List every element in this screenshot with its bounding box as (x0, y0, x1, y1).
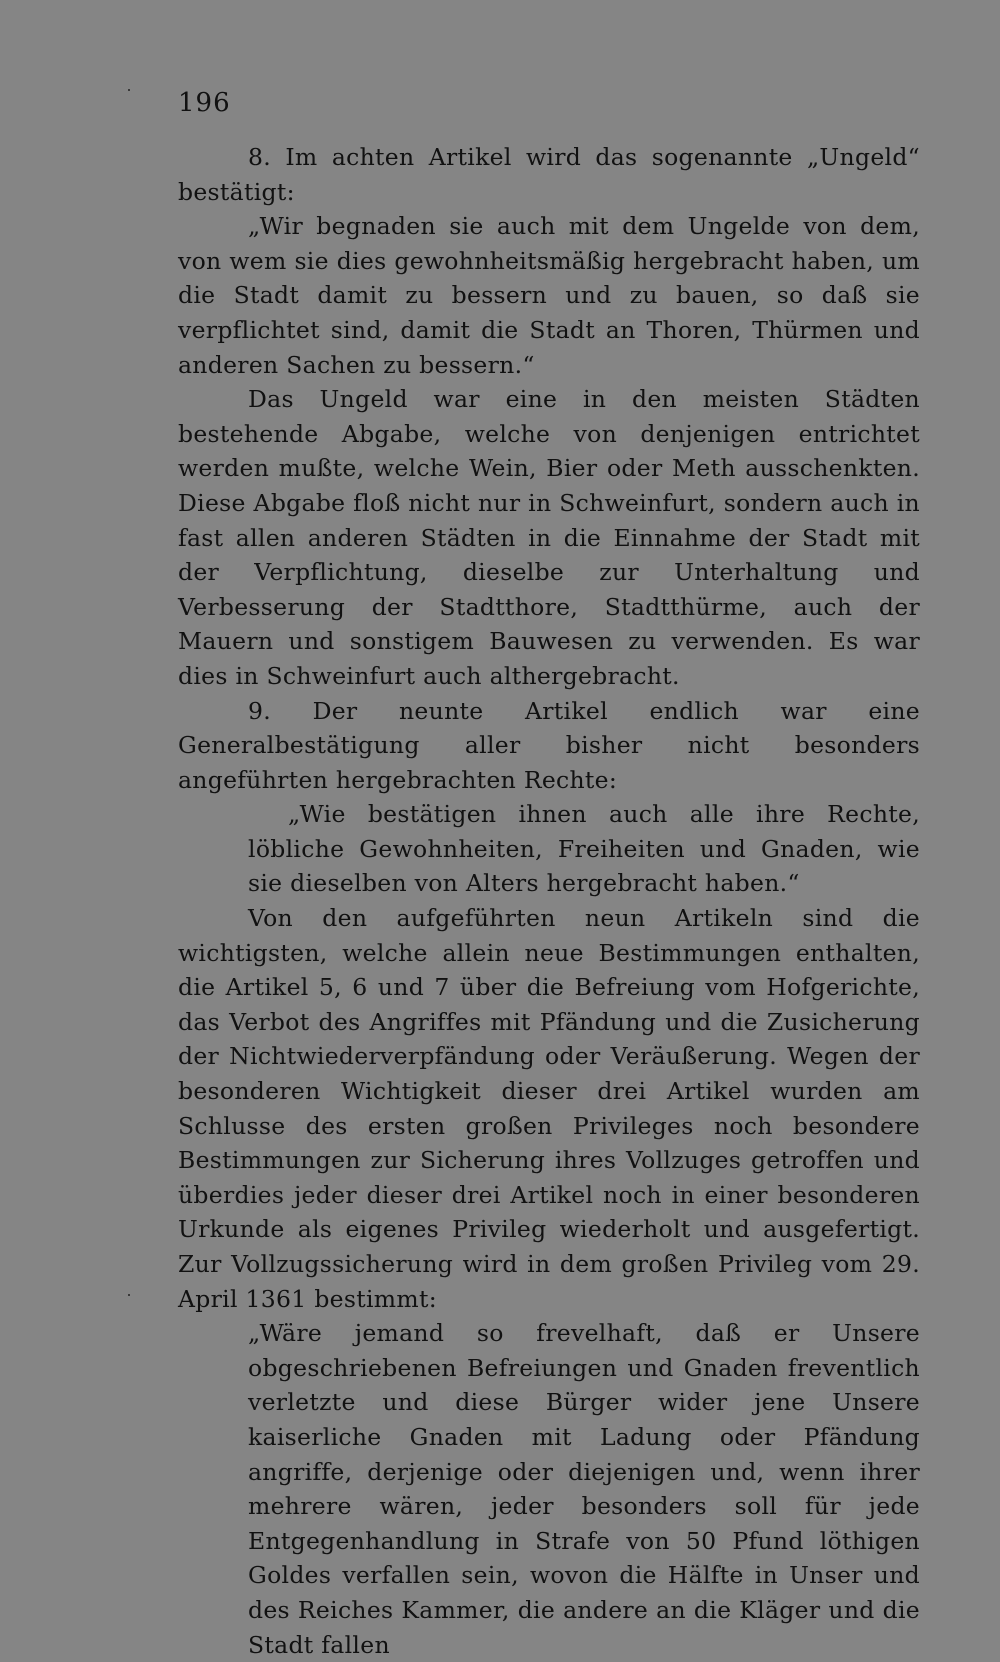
quote-penalty: „Wäre jemand so frevelhaft, daß er Unsere obgeschriebenen Befreiungen und Gnaden freventlich verletzte und diese Bürger wider jene Unsere kaiserliche Gnaden mit Ladung oder Pfändung angriffe, derjenige oder diejenigen und, wenn ihrer mehrere wären, jeder besonders soll für jede Entgegenhandlung in Strafe von 50 Pfund löthigen Goldes verfallen sein, wovon die Hälfte in Unser und des Reiches Kammer, die andere an die Kläger und die Stadt fallen (248, 1319, 920, 1659)
body-text (178, 140, 920, 1662)
quote-ungeld: „Wir begnaden sie auch mit dem Ungelde von dem, von wem sie dies gewohnheitsmäßig hergebracht haben, um die Stadt damit zu bessern und zu bauen, so daß sie verpflichtet sind, damit die Stadt an Thoren, Thürmen und anderen Sachen zu bessern.“ (178, 212, 920, 379)
paragraph-article-9: 9. Der neunte Artikel endlich war eine Generalbestätigung aller bisher nicht besonders angeführten hergebrachten Rechte: (178, 696, 920, 794)
scan-speck (128, 89, 130, 91)
paragraph-important-articles: Von den aufgeführten neun Artikeln sind die wichtigsten, welche allein neue Bestimmungen enthalten, die Artikel 5, 6 und 7 über die Befreiung vom Hofgerichte, das Verbot des Angriffes mit Pfändung und die Zusicherung der Nichtwiederverpfändung oder Veräußerung. Wegen der besonderen Wichtigkeit dieser drei Artikel wurden am Schlusse des ersten großen Privileges noch besondere Bestimmungen zur Sicherung ihres Vollzuges getroffen und überdies jeder dieser drei Artikel noch in einer besonderen Urkunde als eigenes Privileg wiederholt und ausgefertigt. Zur Vollzugssicherung wird in dem großen Privileg vom 29. April 1361 bestimmt: (178, 904, 920, 1313)
page-number: 196 (178, 88, 231, 118)
scan-speck (128, 1294, 130, 1296)
paragraph-article-8: 8. Im achten Artikel wird das sogenannte „Ungeld“ bestätigt: (178, 143, 920, 206)
quote-general-confirmation: „Wie bestätigen ihnen auch alle ihre Rechte, löbliche Gewohnheiten, Freiheiten und Gnaden, wie sie dieselben von Alters hergebracht haben.“ (248, 800, 920, 898)
paragraph-ungeld-explanation: Das Ungeld war eine in den meisten Städten bestehende Abgabe, welche von denjenigen entrichtet werden mußte, welche Wein, Bier oder Meth ausschenkten. Diese Abgabe floß nicht nur in Schweinfurt, sondern auch in fast allen anderen Städten in die Einnahme der Stadt mit der Verpflichtung, dieselbe zur Unterhaltung und Verbesserung der Stadtthore, Stadtthürme, auch der Mauern und sonstigem Bauwesen zu verwenden. Es war dies in Schweinfurt auch althergebracht. (178, 385, 920, 690)
